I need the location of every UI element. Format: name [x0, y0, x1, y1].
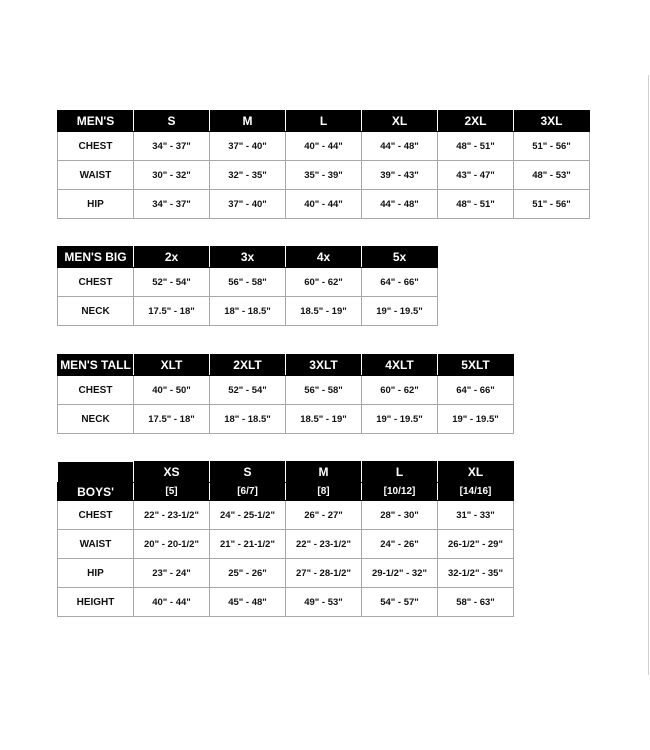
- measurement-cell: 31" - 33": [438, 501, 514, 530]
- blank-corner-cell: [58, 462, 134, 483]
- boys-numeric-size: [6/7]: [210, 483, 286, 501]
- measurement-cell: 56" - 58": [286, 376, 362, 405]
- measurement-cell: 32-1/2" - 35": [438, 559, 514, 588]
- boys-numeric-size: [5]: [134, 483, 210, 501]
- mens-big-size-header: 2x: [134, 247, 210, 268]
- mens-row-chest: [58, 132, 590, 161]
- boys-size-table: [57, 461, 514, 617]
- row-label: NECK: [58, 297, 134, 326]
- mens-table-title: MEN'S: [58, 111, 134, 132]
- measurement-cell: 17.5" - 18": [134, 297, 210, 326]
- mens-big-row-neck: [58, 297, 438, 326]
- mens-tall-row-neck: [58, 405, 514, 434]
- boys-row-hip: [58, 559, 514, 588]
- measurement-cell: 20" - 20-1/2": [134, 530, 210, 559]
- row-label: WAIST: [58, 161, 134, 190]
- boys-size-header: XS: [134, 462, 210, 483]
- mens-big-row-chest: [58, 268, 438, 297]
- mens-tall-size-header: 3XLT: [286, 355, 362, 376]
- row-label: CHEST: [58, 268, 134, 297]
- measurement-cell: 22" - 23-1/2": [134, 501, 210, 530]
- mens-tall-row-chest: [58, 376, 514, 405]
- measurement-cell: 54" - 57": [362, 588, 438, 617]
- measurement-cell: 45" - 48": [210, 588, 286, 617]
- boys-letter-size-row: [58, 462, 514, 483]
- measurement-cell: 34" - 37": [134, 132, 210, 161]
- mens-tall-size-table: [57, 354, 514, 434]
- boys-numeric-size: [10/12]: [362, 483, 438, 501]
- row-label: NECK: [58, 405, 134, 434]
- measurement-cell: 19" - 19.5": [362, 297, 438, 326]
- measurement-cell: 25" - 26": [210, 559, 286, 588]
- mens-tall-size-header: 4XLT: [362, 355, 438, 376]
- measurement-cell: 51" - 56": [514, 190, 590, 219]
- boys-numeric-size: [14/16]: [438, 483, 514, 501]
- measurement-cell: 18.5" - 19": [286, 297, 362, 326]
- boys-row-height: [58, 588, 514, 617]
- measurement-cell: 17.5" - 18": [134, 405, 210, 434]
- measurement-cell: 52" - 54": [210, 376, 286, 405]
- mens-tall-table-title: MEN'S TALL: [58, 355, 134, 376]
- measurement-cell: 27" - 28-1/2": [286, 559, 362, 588]
- boys-numeric-size-row: [58, 483, 514, 501]
- mens-size-table: [57, 110, 590, 219]
- measurement-cell: 29-1/2" - 32": [362, 559, 438, 588]
- mens-tall-size-header: 2XLT: [210, 355, 286, 376]
- boys-size-header: S: [210, 462, 286, 483]
- measurement-cell: 30" - 32": [134, 161, 210, 190]
- measurement-cell: 48" - 53": [514, 161, 590, 190]
- mens-big-size-table: [57, 246, 438, 326]
- row-label: WAIST: [58, 530, 134, 559]
- row-label: HEIGHT: [58, 588, 134, 617]
- row-label: CHEST: [58, 132, 134, 161]
- measurement-cell: 64" - 66": [362, 268, 438, 297]
- measurement-cell: 22" - 23-1/2": [286, 530, 362, 559]
- measurement-cell: 48" - 51": [438, 190, 514, 219]
- measurement-cell: 19" - 19.5": [438, 405, 514, 434]
- mens-tall-header-row: [58, 355, 514, 376]
- measurement-cell: 26" - 27": [286, 501, 362, 530]
- boys-table-title: BOYS': [58, 483, 134, 501]
- measurement-cell: 26-1/2" - 29": [438, 530, 514, 559]
- boys-size-header: M: [286, 462, 362, 483]
- measurement-cell: 24" - 26": [362, 530, 438, 559]
- measurement-cell: 19" - 19.5": [362, 405, 438, 434]
- measurement-cell: 21" - 21-1/2": [210, 530, 286, 559]
- mens-size-header: XL: [362, 111, 438, 132]
- boys-size-header: L: [362, 462, 438, 483]
- measurement-cell: 60" - 62": [286, 268, 362, 297]
- mens-tall-size-header: XLT: [134, 355, 210, 376]
- measurement-cell: 23" - 24": [134, 559, 210, 588]
- mens-size-header: S: [134, 111, 210, 132]
- measurement-cell: 44" - 48": [362, 132, 438, 161]
- measurement-cell: 48" - 51": [438, 132, 514, 161]
- mens-row-hip: [58, 190, 590, 219]
- measurement-cell: 18" - 18.5": [210, 405, 286, 434]
- page-edge-divider: [648, 75, 649, 675]
- row-label: CHEST: [58, 501, 134, 530]
- measurement-cell: 49" - 53": [286, 588, 362, 617]
- measurement-cell: 35" - 39": [286, 161, 362, 190]
- boys-size-header: XL: [438, 462, 514, 483]
- measurement-cell: 32" - 35": [210, 161, 286, 190]
- measurement-cell: 24" - 25-1/2": [210, 501, 286, 530]
- row-label: HIP: [58, 559, 134, 588]
- measurement-cell: 58" - 63": [438, 588, 514, 617]
- mens-big-table-title: MEN'S BIG: [58, 247, 134, 268]
- boys-numeric-size: [8]: [286, 483, 362, 501]
- measurement-cell: 44" - 48": [362, 190, 438, 219]
- measurement-cell: 18.5" - 19": [286, 405, 362, 434]
- mens-size-header: 2XL: [438, 111, 514, 132]
- measurement-cell: 28" - 30": [362, 501, 438, 530]
- measurement-cell: 37" - 40": [210, 190, 286, 219]
- measurement-cell: 43" - 47": [438, 161, 514, 190]
- measurement-cell: 40" - 44": [286, 190, 362, 219]
- measurement-cell: 56" - 58": [210, 268, 286, 297]
- measurement-cell: 52" - 54": [134, 268, 210, 297]
- mens-row-waist: [58, 161, 590, 190]
- measurement-cell: 64" - 66": [438, 376, 514, 405]
- measurement-cell: 39" - 43": [362, 161, 438, 190]
- boys-row-chest: [58, 501, 514, 530]
- measurement-cell: 34" - 37": [134, 190, 210, 219]
- mens-big-size-header: 4x: [286, 247, 362, 268]
- mens-big-size-header: 5x: [362, 247, 438, 268]
- measurement-cell: 60" - 62": [362, 376, 438, 405]
- measurement-cell: 18" - 18.5": [210, 297, 286, 326]
- measurement-cell: 40" - 44": [286, 132, 362, 161]
- measurement-cell: 40" - 44": [134, 588, 210, 617]
- measurement-cell: 40" - 50": [134, 376, 210, 405]
- measurement-cell: 37" - 40": [210, 132, 286, 161]
- mens-tall-size-header: 5XLT: [438, 355, 514, 376]
- mens-size-header: 3XL: [514, 111, 590, 132]
- boys-row-waist: [58, 530, 514, 559]
- mens-size-header: M: [210, 111, 286, 132]
- row-label: HIP: [58, 190, 134, 219]
- row-label: CHEST: [58, 376, 134, 405]
- measurement-cell: 51" - 56": [514, 132, 590, 161]
- mens-header-row: [58, 111, 590, 132]
- mens-size-header: L: [286, 111, 362, 132]
- mens-big-header-row: [58, 247, 438, 268]
- mens-big-size-header: 3x: [210, 247, 286, 268]
